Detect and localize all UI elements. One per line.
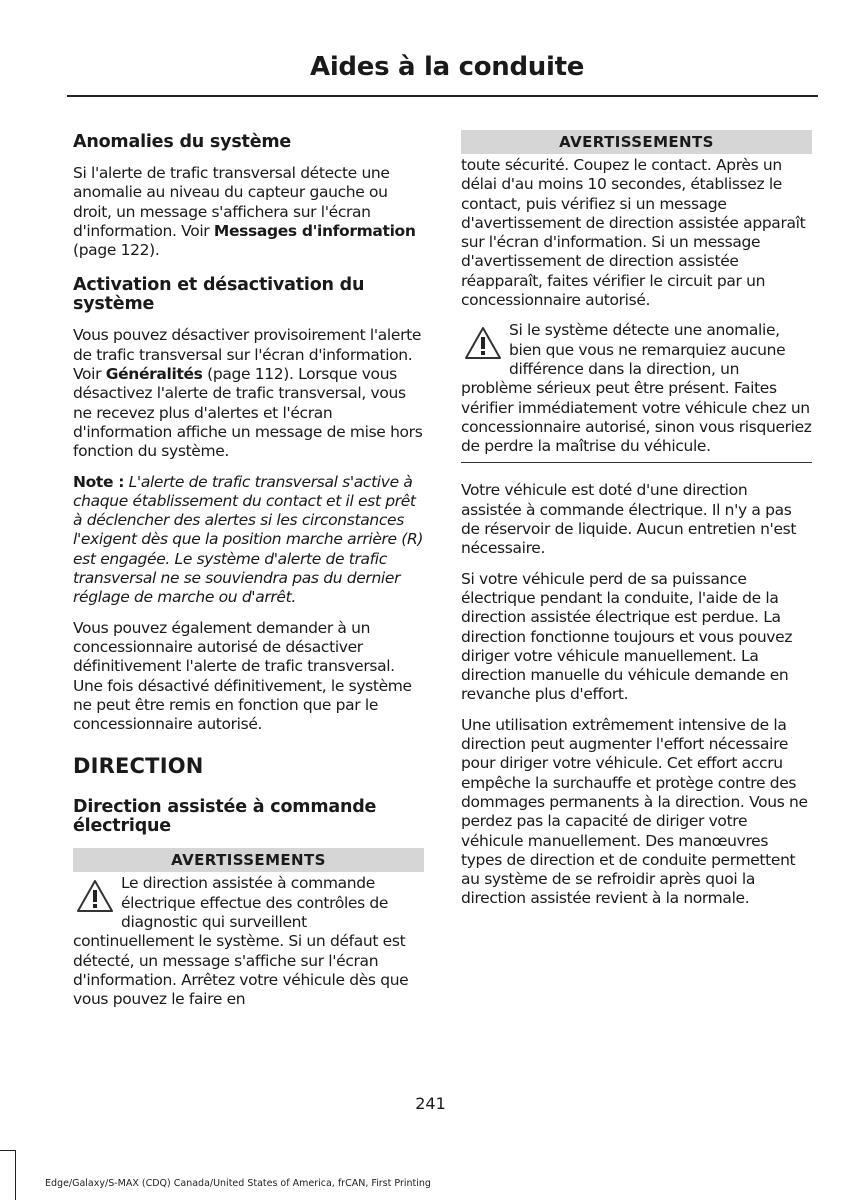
warning-text bbox=[73, 874, 424, 1009]
paragraph-deactivate-permanently: Vous pouvez également demander à un concessionnaire autorisé de désactiver définitivement l'alerte de trafic transversal. Une fois désactivé définitivement, le système ne peut être remis en fonction que par le concessionnaire autorisé. bbox=[73, 618, 412, 734]
paragraph-power-loss: Si votre véhicule perd de sa puissance électrique pendant la conduite, l'aide de la direction assistée électrique est perdue. La direction fonctionne toujours et vous pouvez diriger votre véhicule manuellement. La direction manuelle du véhicule demande en revanche plus d'effort. bbox=[461, 569, 793, 704]
heading-direction: DIRECTION bbox=[73, 754, 204, 779]
warning-text bbox=[461, 321, 812, 456]
warnings-header: AVERTISSEMENTS bbox=[73, 848, 424, 872]
text: Vous pouvez désactiver provisoirement l'alerte de trafic transversal sur l'écran d'information. Voir bbox=[73, 326, 422, 384]
warning-continued: toute sécurité. Coupez le contact. Après un délai d'au moins 10 secondes, établissez le contact, puis vérifiez si un message d'avertissement de direction assistée apparaît sur l'écran d'information. Si un message d'avertissement de direction assistée réapparaît, faites vérifier le circuit par un concessionnaire autorisé. bbox=[461, 156, 806, 310]
note bbox=[73, 473, 424, 608]
page-number: 241 bbox=[415, 1094, 446, 1113]
note-text: L'alerte de trafic transversal s'active à chaque établissement du contact et il est prêt à déclencher des alertes si les circonstances l'exigent dès que la position marche arrière (R) est engagée. Le système d'alerte de trafic transversal ne se souviendra pas du dernier réglage de marche ou d'arrêt. bbox=[73, 472, 424, 607]
warning-text-content: Si le système détecte une anomalie, bien que vous ne remarquiez aucune différence dans la direction, un problème sérieux peut être présent. Faites vérifier immédiatement votre véhicule chez un concessionnaire autorisé, sinon vous risqueriez de perdre la maîtrise du véhicule. bbox=[461, 321, 812, 456]
header-divider bbox=[67, 95, 818, 97]
paragraph-eps-intro: Votre véhicule est doté d'une direction assistée à commande électrique. Il n'y a pas de réservoir de liquide. Aucun entretien n'est nécessaire. bbox=[461, 481, 797, 558]
heading-anomalies: Anomalies du système bbox=[73, 132, 292, 152]
heading-activation: Activation et désactivation du système bbox=[73, 275, 365, 315]
right-column bbox=[461, 130, 812, 920]
paragraph-activation bbox=[73, 326, 424, 461]
text: (page 112). Lorsque vous désactivez l'alerte de trafic transversal, vous ne recevez plus d'alertes et l'écran d'information affiche un message de mise hors fonction du système. bbox=[73, 365, 423, 461]
footer-text: Edge/Galaxy/S-MAX (CDQ) Canada/United States of America, frCAN, First Printing bbox=[45, 1178, 431, 1189]
warning-divider bbox=[461, 462, 812, 463]
warnings-header: AVERTISSEMENTS bbox=[461, 130, 812, 154]
text: Si l'alerte de trafic transversal détecte une anomalie au niveau du capteur gauche ou droit, un message s'affichera sur l'écran d'information. Voir bbox=[73, 164, 390, 240]
text: (page 122). bbox=[73, 241, 160, 260]
warning-text-content: Le direction assistée à commande électrique effectue des contrôles de diagnostic qui surveillent continuellement le système. Si un défaut est détecté, un message s'affiche sur l'écran d'information. Arrêtez votre véhicule dès que vous pouvez le faire en bbox=[73, 874, 409, 1009]
warning-triangle-icon bbox=[463, 325, 503, 361]
paragraph-intensive-use: Une utilisation extrêmement intensive de la direction peut augmenter l'effort nécessaire pour diriger votre véhicule. Cet effort accru empêche la surchauffe et protège contre des dommages permanents à la direction. Vous ne perdez pas la capacité de diriger votre véhicule manuellement. Des manœuvres types de direction et de conduite permettent au système de se refroidir après quoi la direction assistée revient à la normale. bbox=[461, 715, 808, 908]
link-generalites[interactable]: Généralités bbox=[105, 365, 203, 384]
left-column bbox=[73, 130, 424, 1010]
crop-mark bbox=[15, 1150, 16, 1200]
paragraph-anomalies bbox=[73, 164, 424, 260]
warning-triangle-icon bbox=[75, 878, 115, 914]
heading-eps: Direction assistée à commande électrique bbox=[73, 797, 377, 837]
crop-mark bbox=[0, 1150, 15, 1151]
page-title: Aides à la conduite bbox=[310, 52, 585, 82]
link-messages-information[interactable]: Messages d'information bbox=[213, 221, 416, 240]
note-label: Note : bbox=[73, 472, 125, 491]
